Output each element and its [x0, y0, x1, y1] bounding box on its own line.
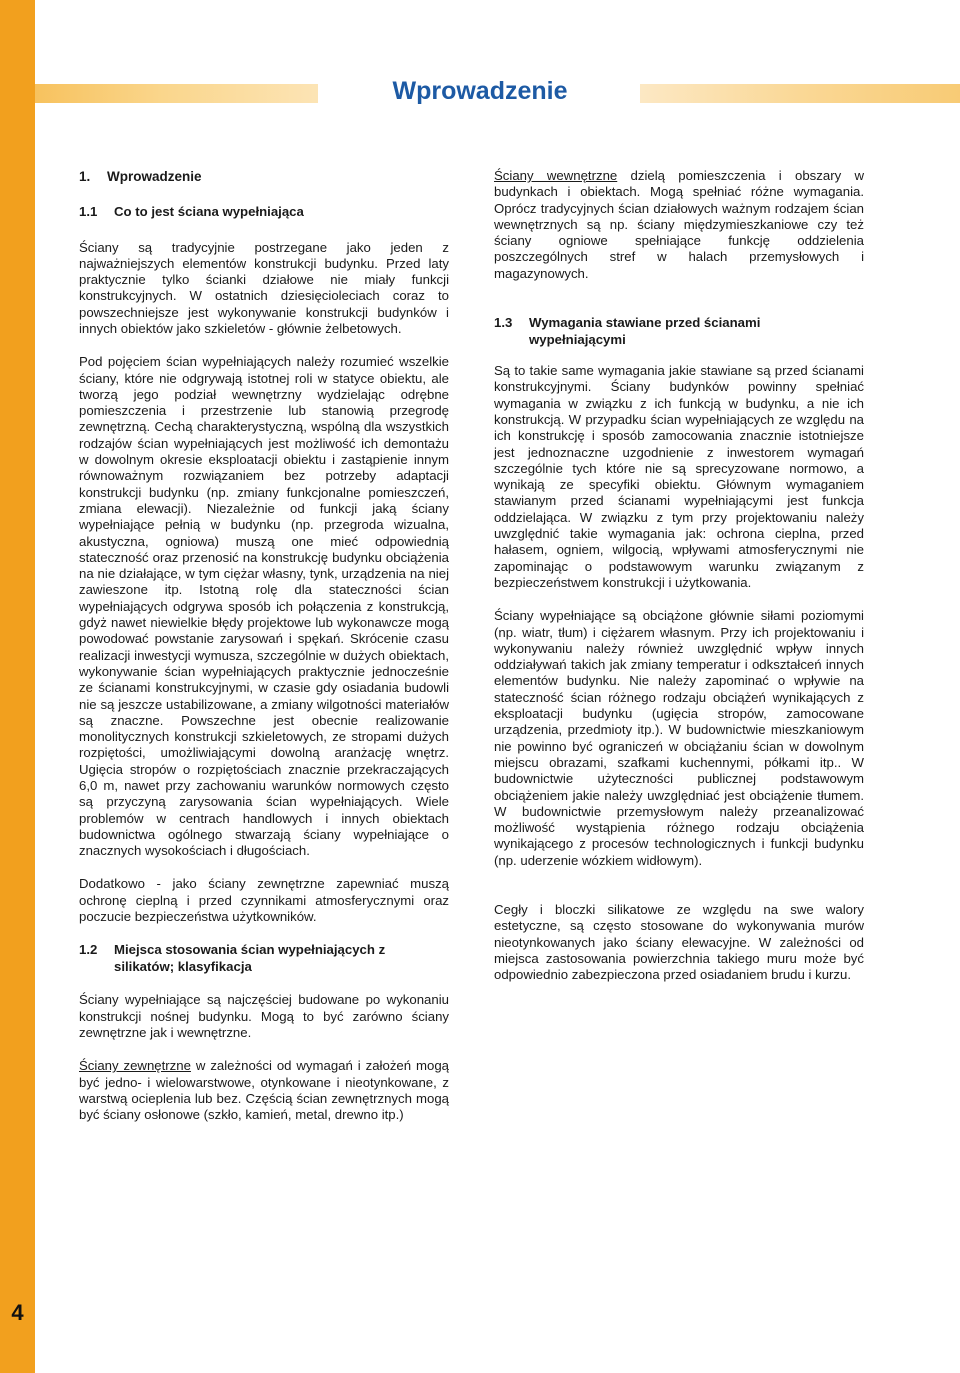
page-number: 4 [11, 1300, 24, 1325]
right-column [494, 168, 864, 983]
subsection-number: 1.2 [79, 942, 98, 958]
paragraph [494, 168, 864, 282]
subsection-number: 1.3 [494, 315, 513, 331]
paragraph [79, 1058, 449, 1123]
left-column [79, 168, 449, 1123]
subsection-number: 1.1 [79, 204, 98, 219]
paragraph: Ściany wypełniające są najczęściej budowane po wykonaniu konstrukcji nośnej budynku. Mogą to być zarówno ściany zewnętrzne jak i wewnętrzne. [79, 992, 449, 1040]
subsection-title-line1: Wymagania stawiane przed ścianami [529, 315, 761, 331]
page-title: Wprowadzenie [392, 77, 568, 105]
underlined-term: Ściany wewnętrzne [494, 168, 618, 183]
section-number: 1. [79, 169, 91, 184]
subsection-title-line1: Miejsca stosowania ścian wypełniających z [114, 942, 386, 958]
paragraph: Są to takie same wymagania jakie stawiane są przed ścianami konstrukcyjnymi. Ściany budynków powinny spełniać wymagania w związku z ich funkcją w budynku, a nie ich konstrukcją. W przypadku ścian wypełniających ze względu na ich konstrukcję i sposób zamocowania znacznie istotniejsze jest jednoznaczne uzgodnienie z inwestorem wymagań szczególnie tych które nie są sprecyzowane normowo, a wynikają ze specyfiki obiektu. Głównym wymaganiem stawianym przed ścianami wypełniającymi jest funkcja oddzielająca. W związku z tym przy projektowaniu należy uwzględnić takie wymagania jak: ochrona cieplna, przed hałasem, ogniem, wilgocią, wpływami atmosferycznymi nie zapominając o podstawowym warunku związanym z bezpieczeństwem konstrukcji i użytkowania. [494, 363, 864, 590]
paragraph-text: w zależności od wymagań i założeń mogą być jedno- i wielowarstwowe, otynkowane i nieotynkowane, z warstwą ocieplenia lub bez. Częścią ścian zewnętrznych mogą być ściany osłonowe (szkło, kamień, metal, drewno itp.) [79, 1058, 449, 1123]
paragraph: Cegły i bloczki silikatowe ze względu na swe walory estetyczne, są często stosowane do wykonywania murów nieotynkowanych jako ściany elewacyjne. W zależności od miejsca zastosowania powierzchnia takiego muru może być odpowiednio zabezpieczona przed osiadaniem brudu i kurzu. [494, 901, 864, 983]
subsection-title: Co to jest ściana wypełniająca [114, 204, 304, 219]
subsection-title-line2: wypełniającymi [529, 331, 626, 347]
header-gradient-bar-right [640, 84, 960, 103]
section-title: Wprowadzenie [107, 169, 202, 184]
header-gradient-bar-left [35, 84, 318, 103]
paragraph-text: dzielą pomieszczenia i obszary w budynkach i obiektach. Mogą spełniać różne wymagania. Oprócz tradycyjnych ścian działowych ważnym rodzajem ścian wewnętrznych są np. ściany międzymieszkaniowe czy też ściany ogniowe spełniające funkcję oddzielenia poszczególnych stref w halach przemysłowych i magazynowych. [494, 168, 864, 281]
subsection-title-line2: silikatów; klasyfikacja [114, 958, 252, 974]
subsection-heading-1-3 [494, 315, 864, 348]
subsection-heading-1-2 [79, 942, 449, 975]
underlined-term: Ściany zewnętrzne [79, 1058, 191, 1074]
paragraph: Pod pojęciem ścian wypełniających należy rozumieć wszelkie ściany, które nie odgrywają istotnej roli w statyce obiektu, ale tworzą jego podział wewnętrzny wydzielając odrębne pomieszczenia i przestrzenie lub stanowią przegrodę zewnętrzną. Cechą charakterystyczną, wspólną dla wszystkich rodzajów ścian wypełniających jest możliwość ich demontażu w dowolnym okresie eksploatacji obiektu i zastąpienie innym równoważnym rozwiązaniem bez potrzeby adaptacji konstrukcji budynku (np. zmiany funkcjonalne pomieszczeń, zmiana elewacji). Niezależnie od funkcji jaką ściany wypełniające pełnią w budynku (np. przegroda wizualna, akustyczna, ogniowa) muszą one mieć odpowiednią stateczność oraz przenosić na konstrukcję budynku obciążenia na nie działające, w tym ciężar własny, tynk, urządzenia na niej zawieszone itp. Istotną rolę dla stateczności ścian wypełniających odgrywa sposób ich połączenia z konstrukcją, gdyż nawet niewielkie błędy projektowe lub wykonawcze mogą powodować powstanie zarysowań i spękań. Skrócenie czasu realizacji inwestycji wymusza, szczególnie w dużych obiektach, wykonywanie ścian wypełniających praktycznie jednocześnie ze ścianami konstrukcyjnymi, w czasie gdy osiadania budowli nie są jeszcze ustabilizowane, a zmiany wilgotności materiałów są znaczne. Powszechne jest obecnie realizowanie monolitycznych konstrukcji szkieletowych, ze stropami dużych rozpiętości, umożliwiającymi dowolną aranżację wnętrz. Ugięcia stropów o rozpiętościach znacznie przekraczających 6,0 m, nawet przy zachowaniu warunków normowych często są przyczyną zarysowania ścian wypełniających. Wiele problemów w centrach handlowych i innych obiektach budownictwa ogólnego stwarzają ściany wypełniające o znacznych wysokościach i długościach. [79, 354, 449, 859]
subsection-heading-1-1 [79, 204, 449, 221]
orange-sidebar [0, 0, 35, 1373]
paragraph: Ściany wypełniające są obciążone głównie siłami poziomymi (np. wiatr, tłum) i ciężarem własnym. Przy ich projektowaniu i wykonywaniu należy również uwzględnić wpływ innych oddziaływań takich jak zmiany temperatur i odkształceń innych elementów budynku. Nie należy zapominać o wpływie na stateczność ścian różnego rodzaju obciążeń wynikających z eksploatacji budynku (ugięcia stropów, zamocowane urządzenia, przedmioty itp.). W budownictwie mieszkaniowym nie powinno być ograniczeń w obciążaniu ścian w dowolnym miejscu obrazami, szafkami kuchennymi, półkami itp.. W budownictwie użyteczności publicznej podstawowym obciążeniem jakie należy uwzględniać jest obciążenie tłumem. W budownictwie przemysłowym należy przeanalizować możliwość wystąpienia różnego rodzaju obciążenia wynikającego z procesów technologicznych i funkcji budynku (np. uderzenie wózkiem widłowym). [494, 608, 864, 868]
paragraph: Ściany są tradycyjnie postrzegane jako jeden z najważniejszych elementów konstrukcji budynku. Przed laty praktycznie tylko ścianki działowe nie miały funkcji konstrukcyjnych. W ostatnich dziesięcioleciach coraz to powszechniejsze jest wykonywanie konstrukcji budynków i innych obiektów jako szkieletów - głównie żelbetowych. [79, 239, 449, 336]
paragraph: Dodatkowo - jako ściany zewnętrzne zapewniać muszą ochronę cieplną i przed czynnikami atmosferycznymi oraz poczucie bezpieczeństwa użytkowników. [79, 876, 449, 925]
section-heading [79, 168, 449, 185]
